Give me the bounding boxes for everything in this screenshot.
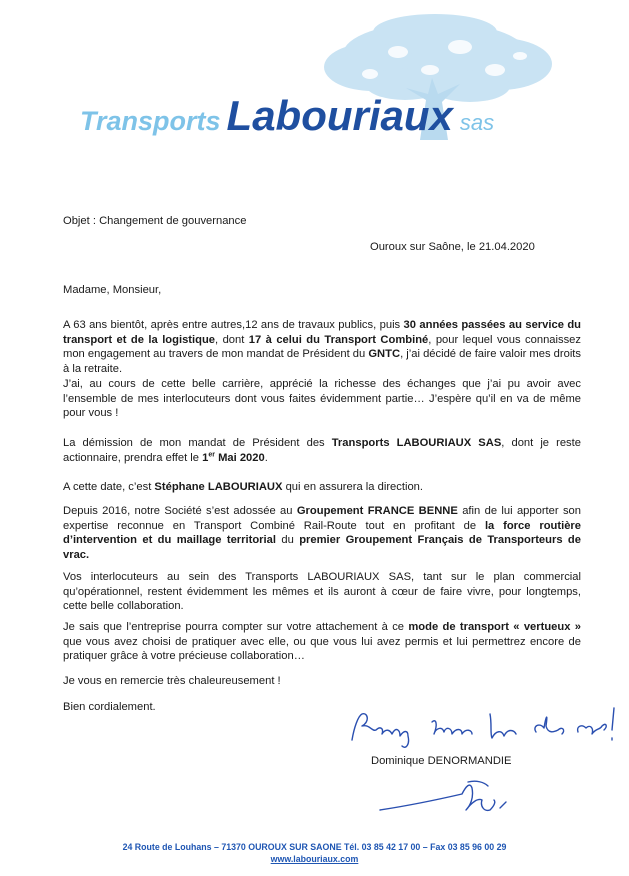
paragraph-successor: A cette date, c’est Stéphane LABOURIAUX qui en assurera la direction. [63,481,424,493]
paragraph-transport-mode: Je sais que l’entreprise pourra compter sur votre attachement à ce mode de transport « vertueux » que vous avez choisi de pratiquer avec elle, ou que vous lui avez permis et lui permettrez encore de pratiquer grâce à votre précieuse collaboration… [63,621,581,663]
website-link[interactable]: www.labouriaux.com [270,854,359,864]
logo-word-transports: Transports [80,106,221,136]
logo-word-sas: sas [459,110,495,135]
paragraph-contacts: Vos interlocuteurs au sein des Transports LABOURIAUX SAS, tant sur le plan commercial qu’opérationnel, restent évidemment les mêmes et ils auront à cœur de faire vivre, pour longtemps, cette belle collaboration. [63,571,581,613]
place-date: Ouroux sur Saône, le 21.04.2020 [370,241,535,253]
logo-word-labouriaux: Labouriaux [226,92,453,139]
company-logo [80,92,494,140]
footer-address: 24 Route de Louhans – 71370 OUROUX SUR SAONE Tél. 03 85 42 17 00 – Fax 03 85 96 00 29 [122,842,507,852]
salutation: Madame, Monsieur, [63,284,162,296]
paragraph-career: J’ai, au cours de cette belle carrière, apprécié la richesse des échanges que j’ai pu avoir avec l’ensemble de mes interlocuteurs dont vous faites évidemment partie… J’espère qu’il en va de même pour vous ! [63,378,581,420]
signature-image [376,776,524,824]
paragraph-retirement: A 63 ans bientôt, après entre autres,12 ans de travaux publics, puis 30 années passées au service du transport et de la logistique, dont 17 à celui du Transport Combiné, pour lequel vous connaissez mon engagement au travers de mon mandat de Président du GNTC, j’ai décidé de faire valoir mes droits à la retraite. [63,319,582,375]
letter-subject: Objet : Changement de gouvernance [63,215,247,227]
paragraph-resignation: La démission de mon mandat de Président des Transports LABOURIAUX SAS, dont je reste actionnaire, prendra effet le 1er Mai 2020. [63,437,581,464]
paragraph-france-benne: Depuis 2016, notre Société s’est adossée au Groupement FRANCE BENNE afin de lui apporter son expertise reconnue en Transport Combiné Rail-Route tout en profitant de la force routière d’intervention et du maillage territorial du premier Groupement Français de Transporteurs de vrac. [63,505,582,561]
handwritten-note-image [340,700,625,752]
closing-line: Bien cordialement. [63,701,156,713]
paragraph-thanks: Je vous en remercie très chaleureusement ! [63,675,281,687]
signer-name: Dominique DENORMANDIE [371,755,512,767]
footer-website[interactable] [0,854,629,864]
